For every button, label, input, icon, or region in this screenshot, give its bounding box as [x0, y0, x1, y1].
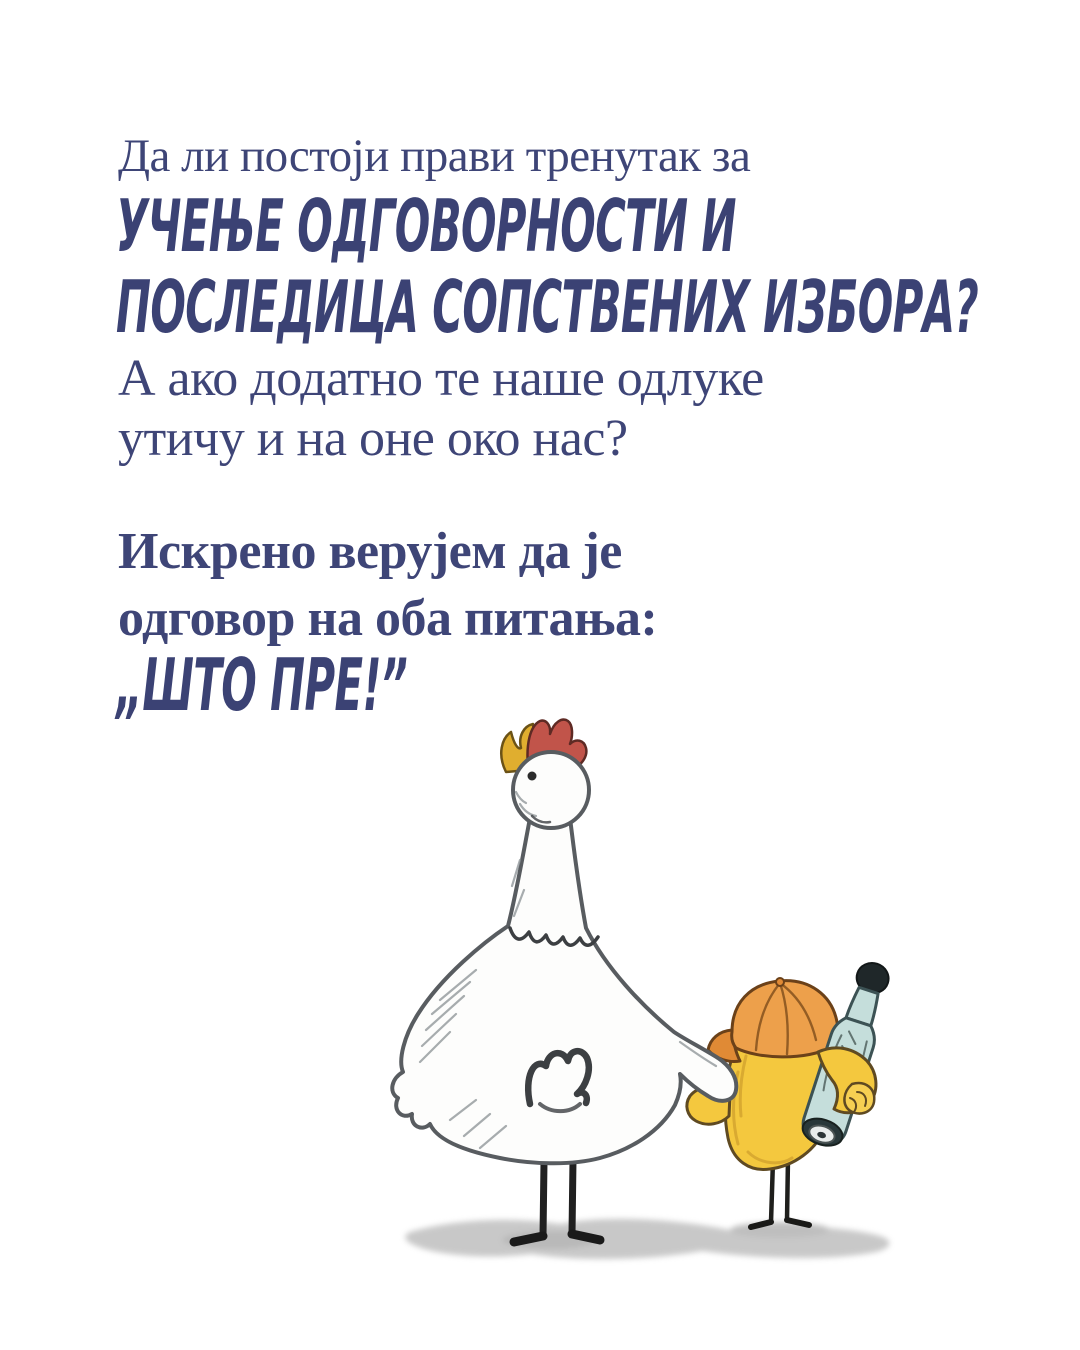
hen-and-chick-illustration	[380, 700, 920, 1270]
question-followup	[118, 349, 764, 469]
answer-line: „ШТО ПРЕ!”	[116, 643, 408, 727]
statement-block	[118, 518, 657, 652]
chick-hand	[844, 1083, 874, 1113]
statement-line-1: Искрено верујем да је	[118, 523, 622, 580]
ground-shadow	[405, 1219, 889, 1259]
question-emphasis-line-2: ПОСЛЕДИЦА СОПСТВЕНИХ ИЗБОРА?	[116, 265, 979, 349]
question-intro-line: Да ли постоји прави тренутак за	[118, 130, 751, 182]
chick-cap	[708, 978, 838, 1062]
hen-eye	[528, 772, 537, 781]
question-emphasis-line-1: УЧЕЊЕ ОДГОВОРНОСТИ И	[116, 184, 736, 268]
question-followup-line-1: А ако додатно те наше одлуке	[118, 350, 764, 407]
hen-illustration	[392, 720, 736, 1242]
hen-head	[513, 752, 589, 828]
statement-line-2: одговор на оба питања:	[118, 590, 658, 647]
question-followup-line-2: утичу и на оне око нас?	[118, 410, 628, 467]
cap-button	[776, 978, 784, 986]
